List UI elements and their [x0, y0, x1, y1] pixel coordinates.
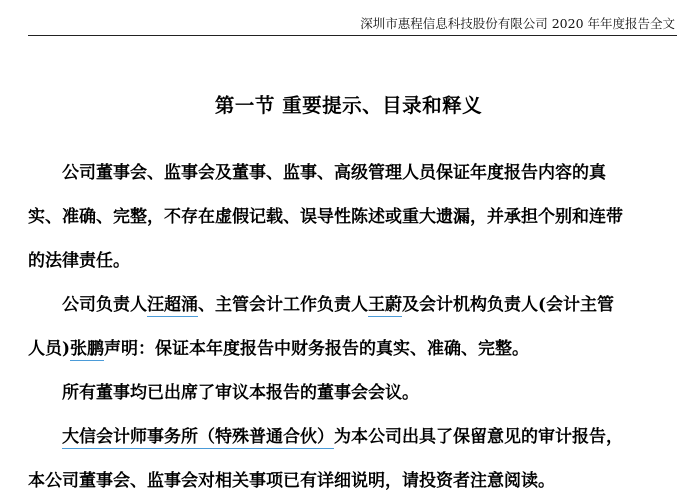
person-name-chairman: 汪超涌: [147, 295, 198, 315]
paragraph-responsible-persons: [28, 283, 675, 371]
paragraph-directors-attendance: [28, 371, 675, 415]
paragraph-line: [28, 283, 675, 327]
text-run: 及会计机构负责人(会计主管: [402, 295, 615, 315]
text-run: 声明：保证本年度报告中财务报告的真实、准确、完整。: [104, 339, 530, 359]
text-run: 、主管会计工作负责人: [198, 295, 368, 315]
paragraph-line: 本公司董事会、监事会对相关事项已有详细说明，请投资者注意阅读。: [28, 471, 555, 491]
person-name-accounting-supervisor: 张鹏: [70, 339, 105, 359]
paragraph-line: 实、准确、完整，不存在虚假记载、误导性陈述或重大遗漏，并承担个别和连带: [28, 207, 623, 227]
person-name-accounting-head: 王蔚: [368, 295, 402, 315]
paragraph-line: [28, 415, 675, 459]
section-title: 第一节 重要提示、目录和释义: [214, 94, 483, 117]
text-run: 为本公司出具了保留意见的审计报告，: [334, 427, 623, 447]
audit-firm-name: 大信会计师事务所（特殊普通合伙）: [62, 427, 334, 447]
paragraph-line: 所有董事均已出席了审议本报告的董事会会议。: [62, 383, 419, 403]
paragraph-line: [28, 327, 675, 371]
text-run: 公司负责人: [62, 295, 147, 315]
paragraph-board-guarantee: [28, 151, 675, 283]
paragraph-line: 的法律责任。: [28, 251, 130, 271]
header-divider: [28, 35, 677, 36]
paragraph-line: 公司董事会、监事会及董事、监事、高级管理人员保证年度报告内容的真: [62, 163, 606, 183]
text-run: 人员): [28, 339, 71, 359]
report-header: 深圳市惠程信息科技股份有限公司 2020 年年度报告全文: [360, 16, 675, 31]
paragraph-audit-opinion: [28, 415, 675, 503]
